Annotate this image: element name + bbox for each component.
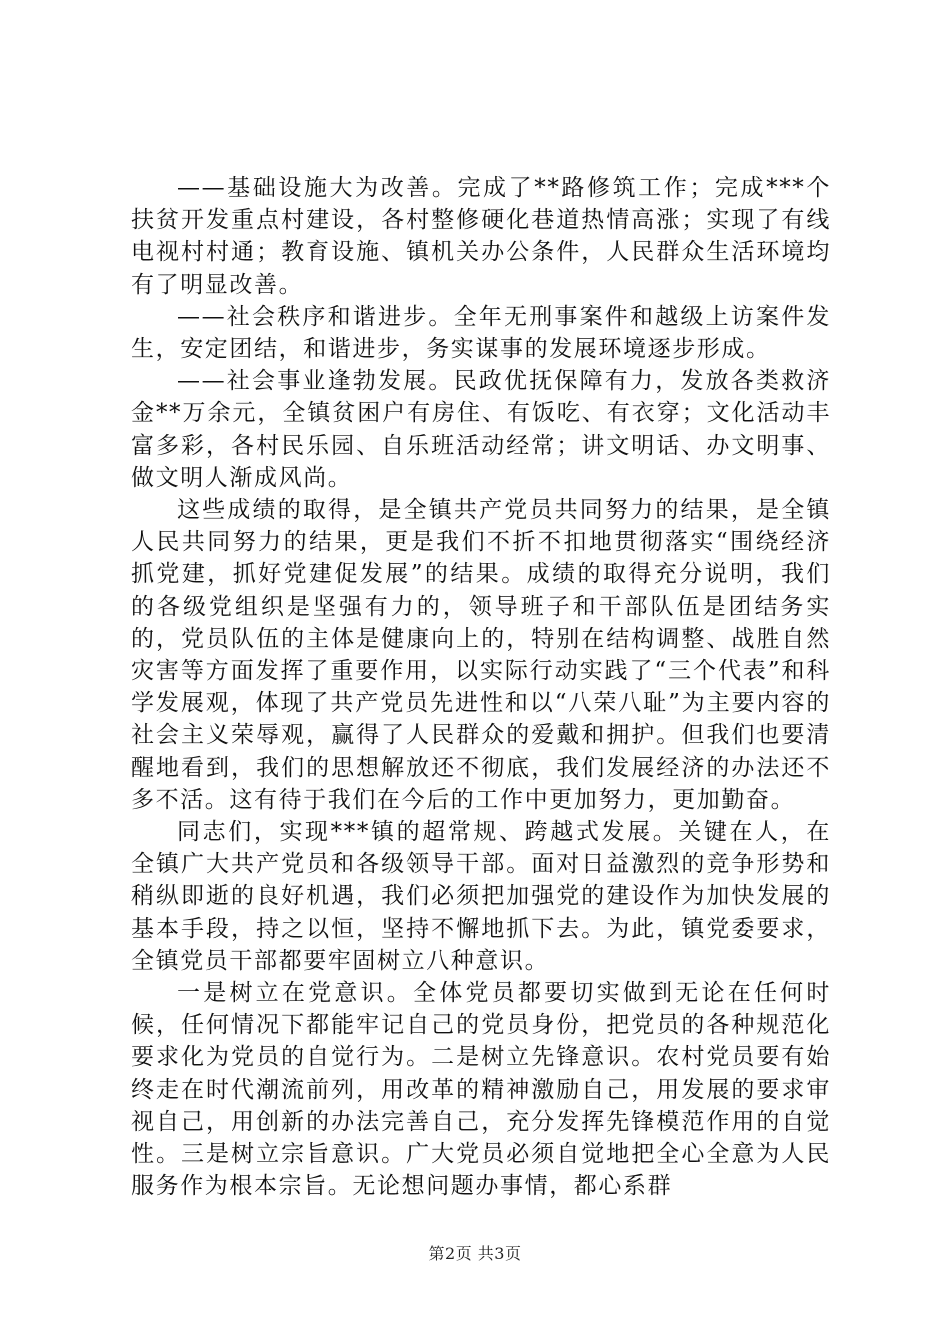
paragraph-comrades: 同志们，实现***镇的超常规、跨越式发展。关键在人，在全镇广大共产党员和各级领导干部。面对日益激烈的竞争形势和稍纵即逝的良好机遇，我们必须把加强党的建设作为加快发展的基本手段，持之以恒，坚持不懈地抓下去。为此，镇党委要求，全镇党员干部都要牢固树立八种意识。 [131,819,831,974]
paragraph-eight-awareness: 一是树立在党意识。全体党员都要切实做到无论在任何时候，任何情况下都能牢记自己的党员身份，把党员的各种规范化要求化为党员的自觉行为。二是树立先锋意识。农村党员要有始终走在时代潮流前列，用改革的精神激励自己，用发展的要求审视自己，用创新的办法完善自己，充分发挥先锋模范作用的自觉性。三是树立宗旨意识。广大党员必须自觉地把全心全意为人民服务作为根本宗旨。无论想问题办事情，都心系群 [131,980,831,1200]
paragraph-achievements: 这些成绩的取得，是全镇共产党员共同努力的结果，是全镇人民共同努力的结果，更是我们不折不扣地贯彻落实“围绕经济抓党建，抓好党建促发展”的结果。成绩的取得充分说明，我们的各级党组织是坚强有力的，领导班子和干部队伍是团结务实的，党员队伍的主体是健康向上的，特别在结构调整、战胜自然灾害等方面发挥了重要作用，以实际行动实践了“三个代表”和科学发展观，体现了共产党员先进性和以“八荣八耻”为主要内容的社会主义荣辱观，赢得了人民群众的爱戴和拥护。但我们也要清醒地看到，我们的思想解放还不彻底，我们发展经济的办法还不多不活。这有待于我们在今后的工作中更加努力，更加勤奋。 [131,497,831,813]
paragraph-social-affairs: ——社会事业逢勃发展。民政优抚保障有力，发放各类救济金**万余元，全镇贫困户有房住、有饭吃、有衣穿；文化活动丰富多彩，各村民乐园、自乐班活动经常；讲文明话、办文明事、做文明人渐成风尚。 [131,368,831,491]
page-number-footer: 第2页 共3页 [428,1244,522,1263]
document-body [131,172,831,1203]
paragraph-infrastructure: ——基础设施大为改善。完成了**路修筑工作；完成***个扶贫开发重点村建设，各村整修硬化巷道热情高涨；实现了有线电视村村通；教育设施、镇机关办公条件，人民群众生活环境均有了明显改善。 [131,175,831,298]
paragraph-social-order: ——社会秩序和谐进步。全年无刑事案件和越级上访案件发生，安定团结，和谐进步，务实谋事的发展环境逐步形成。 [131,303,831,363]
